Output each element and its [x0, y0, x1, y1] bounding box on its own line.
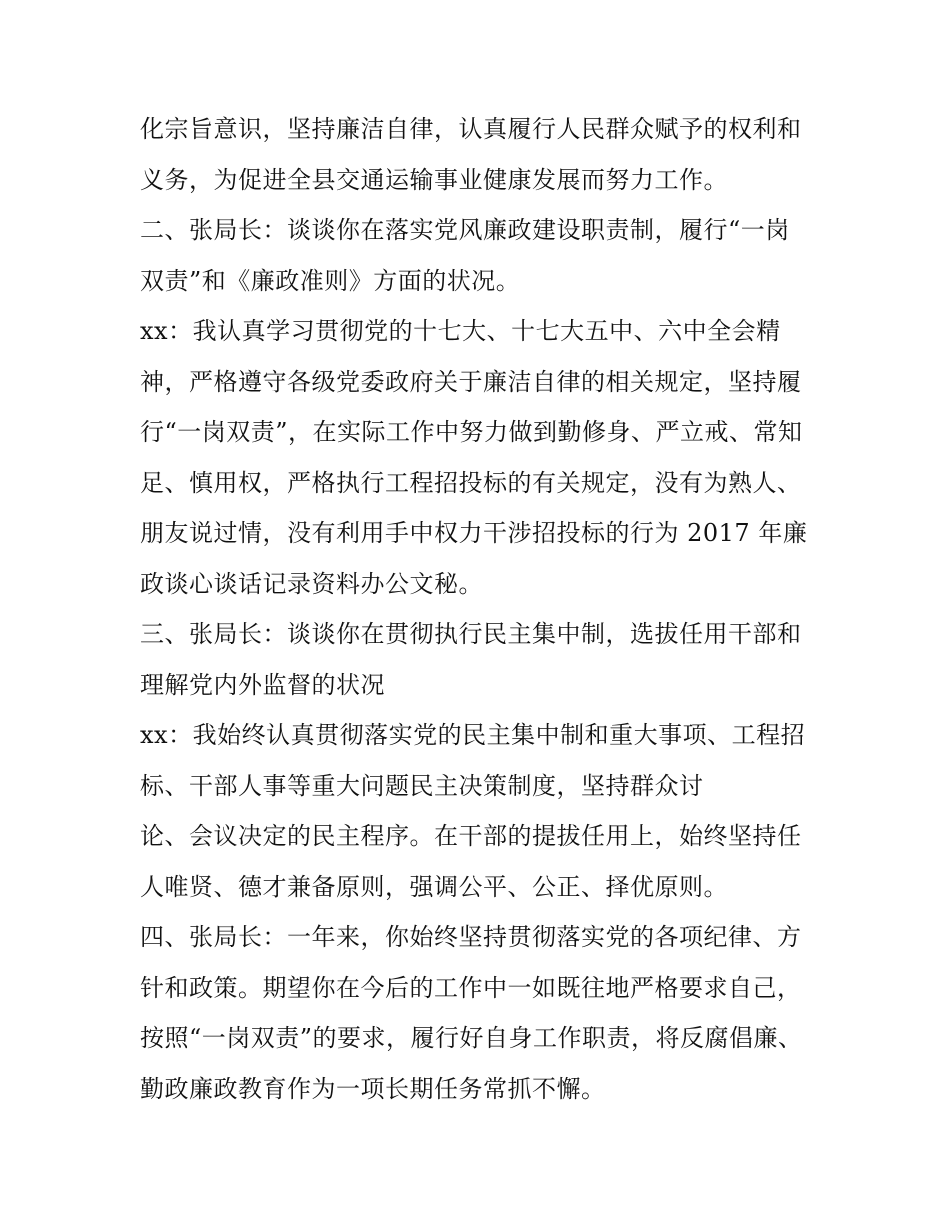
text-line: 行“一岗双责”，在实际工作中努力做到勤修身、严立戒、常知	[140, 418, 803, 446]
text-line: 足、慎用权，严格执行工程招投标的有关规定，没有为熟人、	[140, 469, 802, 497]
text-line: 理解党内外监督的状况	[140, 671, 385, 699]
text-line: 按照“一岗双责”的要求，履行好自身工作职责，将反腐倡廉、	[140, 1024, 803, 1052]
text-line: 化宗旨意识，坚持廉洁自律，认真履行人民群众赋予的权利和	[140, 115, 802, 143]
text-line: 标、干部人事等重大问题民主决策制度，坚持群众讨	[140, 772, 704, 800]
text-line: 政谈心谈话记录资料办公文秘。	[140, 570, 483, 598]
answer-line: xx：我认真学习贯彻党的十七大、十七大五中、六中全会精	[140, 317, 781, 345]
text-line: 针和政策。期望你在今后的工作中一如既往地严格要求自己，	[140, 974, 802, 1002]
question-heading: 三、张局长：谈谈你在贯彻执行民主集中制，选拔任用干部和	[140, 620, 802, 648]
question-heading: 四、张局长：一年来，你始终坚持贯彻落实党的各项纪律、方	[140, 923, 802, 951]
text-line: 论、会议决定的民主程序。在干部的提拔任用上，始终坚持任	[140, 822, 802, 850]
text-line: 朋友说过情，没有利用手中权力干涉招投标的行为 2017 年廉	[140, 519, 808, 547]
question-heading: 二、张局长：谈谈你在落实党风廉政建设职责制，履行“一岗	[140, 216, 790, 244]
text-line: 义务，为促进全县交通运输事业健康发展而努力工作。	[140, 166, 728, 194]
text-line: 双责”和《廉政准则》方面的状况。	[140, 267, 521, 295]
text-line: 人唯贤、德才兼备原则，强调公平、公正、择优原则。	[140, 873, 728, 901]
answer-line: xx：我始终认真贯彻落实党的民主集中制和重大事项、工程招	[140, 721, 806, 749]
text-line: 神，严格遵守各级党委政府关于廉洁自律的相关规定，坚持履	[140, 368, 802, 396]
text-line: 勤政廉政教育作为一项长期任务常抓不懈。	[140, 1075, 606, 1103]
